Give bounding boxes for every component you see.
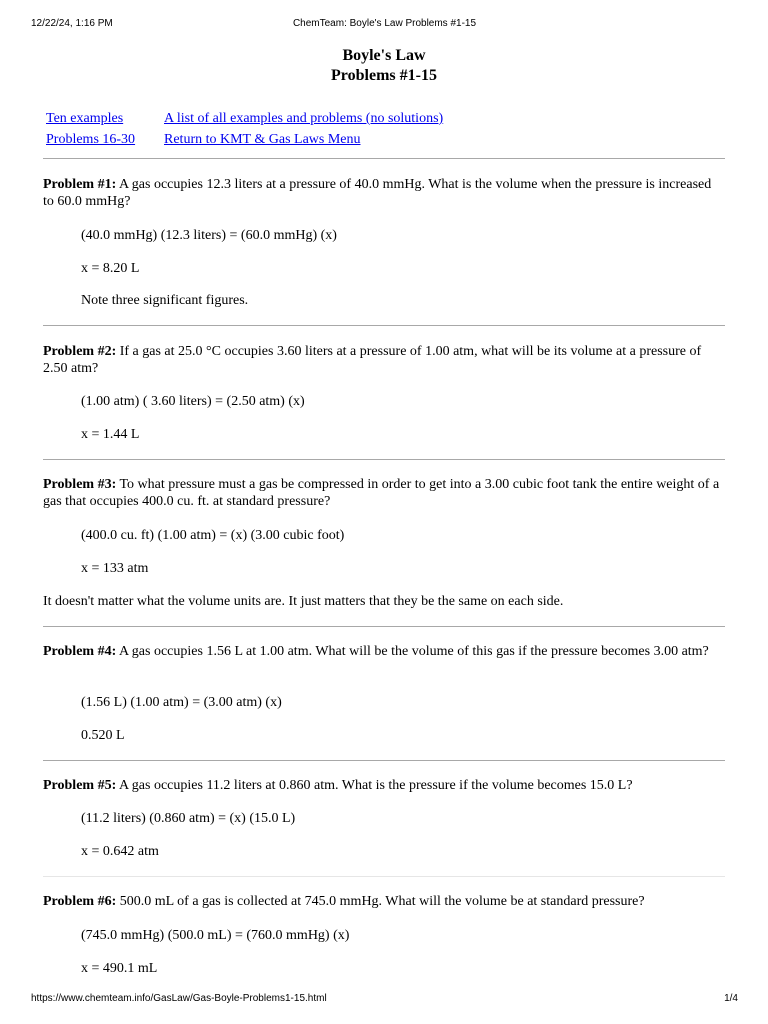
problem-6-answer: x = 490.1 mL [81,961,158,976]
link-all-examples-list[interactable]: A list of all examples and problems (no solutions) [164,111,444,126]
problem-label: Problem #4: [43,644,117,659]
print-tab-title: ChemTeam: Boyle's Law Problems #1-15 [292,18,477,29]
problem-4-answer: 0.520 L [81,728,125,743]
problem-label: Problem #5: [43,778,117,793]
nav-row [46,129,443,150]
problem-6-question [43,893,725,910]
problem-4-question [43,643,725,660]
problem-1-answer: x = 8.20 L [81,261,140,276]
problem-label: Problem #2: [43,344,117,359]
print-footer [31,993,738,1007]
problem-5-question [43,777,725,794]
link-problems-16-30[interactable]: Problems 16-30 [46,132,136,147]
problem-text: 500.0 mL of a gas is collected at 745.0 mmHg. What will the volume be at standard pressure? [119,894,645,909]
problem-6-equation: (745.0 mmHg) (500.0 mL) = (760.0 mmHg) (x) [81,928,350,943]
problem-1-note: Note three significant figures. [81,293,249,308]
print-url: https://www.chemteam.info/GasLaw/Gas-Boyle-Problems1-15.html [31,993,327,1004]
link-return-menu[interactable]: Return to KMT & Gas Laws Menu [164,132,361,147]
print-header [31,18,738,32]
divider [43,626,725,627]
page-title-line1: Boyle's Law [342,47,426,64]
link-ten-examples[interactable]: Ten examples [46,111,124,126]
problem-2-equation: (1.00 atm) ( 3.60 liters) = (2.50 atm) (x) [81,394,305,409]
problem-text: A gas occupies 11.2 liters at 0.860 atm. What is the pressure if the volume becomes 15.0 L? [118,778,633,793]
problem-1-question [43,176,725,210]
problem-3-answer: x = 133 atm [81,561,149,576]
divider [43,876,725,877]
print-timestamp: 12/22/24, 1:16 PM [31,18,113,29]
divider [43,760,725,761]
problem-label: Problem #1: [43,177,117,192]
nav-row [46,108,443,129]
divider [43,158,725,159]
nav-links [46,108,443,150]
problem-5-answer: x = 0.642 atm [81,844,159,859]
problem-5-equation: (11.2 liters) (0.860 atm) = (x) (15.0 L) [81,811,296,826]
problem-1-equation: (40.0 mmHg) (12.3 liters) = (60.0 mmHg) (x) [81,228,337,243]
problem-text: To what pressure must a gas be compressed in order to get into a 3.00 cubic foot tank the entire weight of a gas that occupies 400.0 cu. ft. at standard pressure? [43,477,720,509]
divider [43,325,725,326]
divider [43,459,725,460]
page-title-line2: Problems #1-15 [331,67,437,84]
problem-2-answer: x = 1.44 L [81,427,140,442]
problem-2-question [43,343,725,377]
problem-label: Problem #6: [43,894,117,909]
problem-3-note: It doesn't matter what the volume units are. It just matters that they be the same on each side. [43,594,564,609]
problem-text: A gas occupies 12.3 liters at a pressure of 40.0 mmHg. What is the volume when the pressure is increased to 60.0 mmHg? [43,177,712,209]
page-title [0,46,768,86]
problem-label: Problem #3: [43,477,117,492]
problem-3-equation: (400.0 cu. ft) (1.00 atm) = (x) (3.00 cubic foot) [81,528,345,543]
problem-3-question [43,476,725,510]
problem-text: If a gas at 25.0 °C occupies 3.60 liters at a pressure of 1.00 atm, what will be its volume at a pressure of 2.50 atm? [43,344,702,376]
problem-4-equation: (1.56 L) (1.00 atm) = (3.00 atm) (x) [81,695,282,710]
print-page-count: 1/4 [724,993,738,1004]
problem-text: A gas occupies 1.56 L at 1.00 atm. What will be the volume of this gas if the pressure becomes 3.00 atm? [118,644,709,659]
